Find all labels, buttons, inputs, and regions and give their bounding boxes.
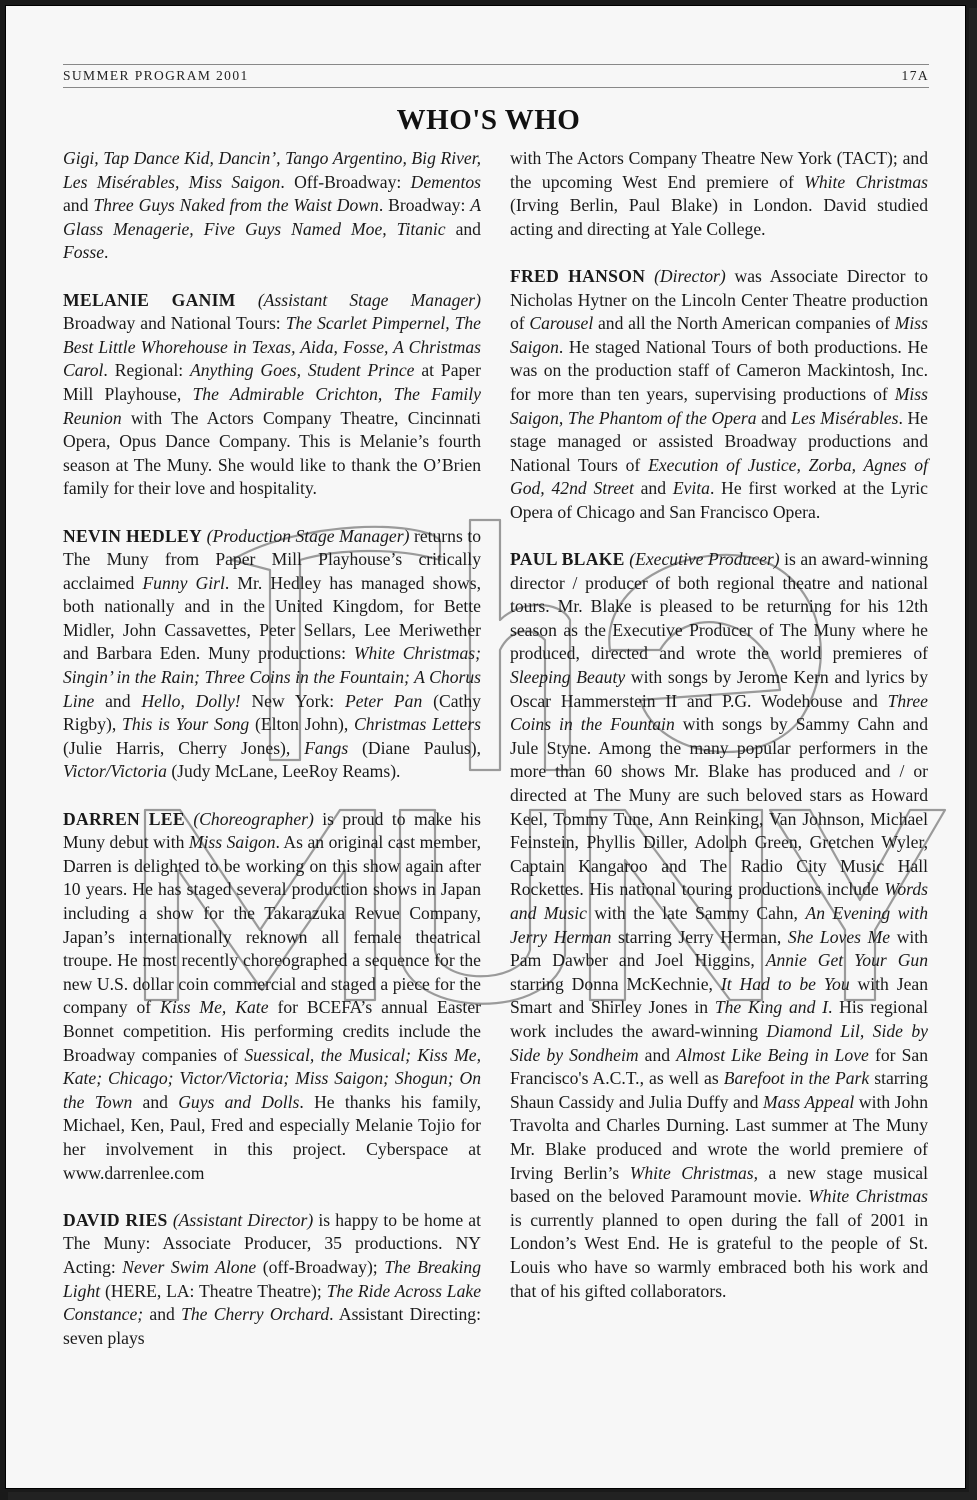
production-title: Carousel (529, 313, 594, 334)
production-title: Anything Goes, Student Prince (190, 360, 415, 381)
bio-entry (510, 147, 928, 241)
bio-text: with John Travolta and Charles Durning. Last summer at The Muny Mr. Blake produced and wrote the world premiere of Irving Berlin’s (510, 1091, 928, 1183)
bio-text: with Jean Smart and Shirley Jones in (510, 973, 928, 1018)
bio-text: a new stage musical based on the beloved Paramount movie. (510, 1162, 929, 1207)
production-title: Fosse (63, 242, 105, 263)
bio-text: for San Francisco's A.C.T., as well as (510, 1044, 928, 1089)
bio-name: PAUL BLAKE (510, 549, 625, 570)
bio-entry (63, 289, 481, 501)
bio-text: with The Actors Company Theatre, Cincinnati Opera, Opus Dance Company. This is Melanie’s fourth season at The Muny. She would like to thank the O’Brien family for their love and hospitality. (63, 407, 481, 499)
bio-text: and (94, 690, 142, 711)
bio-text: . His regional work includes the award-winning (510, 997, 928, 1041)
production-title: Never Swim Alone (122, 1256, 257, 1277)
production-title: It Had to be You (720, 973, 850, 994)
page-number: 17A (901, 68, 929, 83)
production-title: Miss Saigon (510, 313, 928, 357)
bio-text: . Assistant Directing: seven plays (63, 1304, 481, 1348)
running-header (63, 64, 929, 88)
bio-entry (510, 265, 928, 525)
bio-text: . He first worked at the Lyric Opera of Chicago and San Francisco Opera. (510, 478, 928, 522)
bio-text: . He thanks his family, Michael, Ken, Paul, Fred and especially Melanie Tojio for her involvement in this project. Cyberspace at www.darrenlee.com (63, 1091, 482, 1183)
bio-name: MELANIE GANIM (63, 289, 236, 310)
production-title: The Scarlet Pimpernel, The Best Little Whorehouse in Texas, Aida, Fosse, A Christmas Carol (63, 313, 481, 381)
bio-text: . He staged National Tours of both productions. He was on the production staff of Cameron Mackintosh, Inc. for more than ten years, supervising productions of (510, 336, 928, 404)
bio-text: (Judy McLane, LeeRoy Reams). (166, 761, 401, 782)
production-title: Annie Get Your Gun (765, 950, 928, 971)
bio-text: and (633, 478, 673, 499)
production-title: Dementos (410, 171, 482, 192)
production-title: Sleeping Beauty (510, 667, 626, 688)
production-title: Gigi, Tap Dance Kid, Dancin’, Tango Argentino, Big River, Les Misérables, Miss Saigon (63, 148, 481, 192)
production-title: She Loves Me (787, 926, 891, 947)
bio-name: DARREN LEE (63, 808, 185, 829)
bio-name: FRED HANSON (510, 265, 646, 286)
bio-text: . Mr. Hedley has managed shows, both nationally and in the United Kingdom, for Bette Midler, John Cassavettes, Peter Sellars, Lee Meriwether and Barbara Eden. Muny productions: (63, 572, 481, 664)
production-title: Suessical, the Musical; Kiss Me, Kate; Chicago; Victor/Victoria; Miss Saigon; Shogun; On the Town (63, 1044, 481, 1112)
bio-text: (Irving Berlin, Paul Blake) in London. David studied acting and directing at Yale College. (510, 195, 928, 239)
bio-text: and (63, 195, 94, 216)
production-title: This is Your Song (122, 714, 250, 735)
bio-text: at Paper Mill Playhouse, (63, 360, 481, 404)
bio-text: . He stage managed or assisted Broadway productions and National Tours of (510, 407, 928, 475)
bio-text: . (104, 242, 109, 263)
production-title: Miss Saigon, The Phantom of the Opera (510, 383, 928, 428)
production-title: Three Coins in the Fountain (510, 690, 928, 735)
production-title: Les Misérables (791, 407, 899, 428)
production-title: White Christmas, (629, 1162, 759, 1183)
bio-text: with Pam Dawber and Joel Higgins, (510, 926, 928, 971)
bio-text: and (756, 407, 792, 428)
bio-text: is happy to be home at The Muny: Associate Producer, 35 productions. NY Acting: (63, 1209, 481, 1277)
bio-entry (63, 525, 481, 785)
bio-text: and all the North American companies of (593, 313, 895, 334)
bio-text: was Associate Director to Nicholas Hytner on the Lincoln Center Theatre production of (510, 265, 928, 334)
production-title: White Christmas (808, 1186, 928, 1207)
bio-text: starring Jerry Herman, (611, 926, 788, 947)
production-title: Kiss Me, Kate (160, 997, 269, 1018)
bio-text: is currently planned to open during the fall of 2001 in London’s West End. He is grateful to the people of St. Louis who have so warmly embraced both his work and that of his gifted collaborators. (510, 1209, 928, 1301)
bio-text: and (445, 218, 481, 239)
bio-role: (Assistant Director) (172, 1209, 314, 1230)
bio-role: (Production Stage Manager) (206, 525, 410, 546)
bio-text: is an award-winning director / producer of both regional theatre and national tours. Mr. Blake is pleased to be returning for his 12th season as the Executive Producer of The Muny where he produced, directed and wrote the world premieres of (510, 549, 928, 664)
production-title: Mass Appeal (763, 1091, 855, 1112)
production-title: Guys and Dolls (178, 1091, 300, 1112)
production-title: Evita (672, 478, 710, 499)
production-title: Christmas Letters (354, 714, 482, 735)
bio-text: (Elton John), (249, 714, 355, 735)
bio-text: and (132, 1091, 179, 1112)
production-title: White Christmas (804, 171, 928, 192)
bio-text: . As an original cast member, Darren is delighted to be working on this show again after 10 years. He has staged several production shows in Japan including a show for the Takarazuka Revue Company, Japan’s internationally reknown all female theatrical troupe. He most recently choreographed a sequence for the new U.S. dollar coin commercial and staged a piece for the company of (63, 832, 481, 1018)
bio-role: (Choreographer) (193, 808, 314, 829)
bio-text: and (638, 1044, 677, 1065)
production-title: Hello, Dolly! (141, 690, 241, 711)
production-title: Execution of Justice, Zorba, Agnes of God, 42nd Street (510, 454, 928, 499)
production-title: The Admirable Crichton, The Family Reunion (63, 383, 481, 428)
bio-name: DAVID RIES (63, 1209, 168, 1230)
page-title: WHO'S WHO (396, 104, 581, 136)
bio-text: . Regional: (103, 360, 191, 381)
production-title: The Cherry Orchard (181, 1304, 330, 1325)
bio-entry (63, 147, 481, 265)
production-title: The Ride Across Lake Constance; (63, 1280, 482, 1325)
bio-entry (63, 1209, 481, 1351)
bio-role: (Executive Producer) (629, 549, 780, 570)
production-title: Peter Pan (344, 690, 423, 711)
production-title: Funny Girl (142, 572, 225, 593)
production-title: Almost Like Being in Love (676, 1044, 869, 1065)
bio-text: (Julie Harris, Cherry Jones), (63, 737, 305, 758)
bio-text: (HERE, LA: Theatre Theatre); (100, 1280, 327, 1301)
bio-text: for BCEFA’s annual Easter Bonnet competition. His performing credits include the Broadway companies of (63, 997, 481, 1065)
page-shadow-bottom (8, 1492, 977, 1500)
left-column (63, 147, 481, 1374)
bio-text: (off-Broadway); (256, 1256, 385, 1277)
production-title: A Glass Menagerie, Five Guys Named Moe, Titanic (63, 195, 481, 239)
right-column (510, 147, 928, 1327)
page-shadow-right (969, 8, 977, 1500)
bio-text: (Diane Paulus), (348, 737, 481, 758)
production-title: An Evening with Jerry Herman (510, 903, 928, 947)
bio-role: (Assistant Stage Manager) (257, 289, 481, 310)
bio-text: . Broadway: (378, 195, 471, 216)
bio-text: returns to The Muny from Paper Mill Playhouse’s critically acclaimed (63, 525, 481, 593)
bio-text: and (143, 1304, 182, 1325)
bio-text: Broadway and National Tours: (63, 313, 286, 334)
bio-role: (Director) (654, 265, 726, 286)
production-title: Fangs (304, 737, 349, 758)
production-title: Diamond Lil, Side by Side by Sondheim (510, 1020, 928, 1065)
production-title: Barefoot in the Park (723, 1068, 870, 1089)
bio-entry (510, 548, 928, 1303)
bio-text: . Off-Broadway: (280, 171, 411, 192)
production-title: Victor/Victoria (63, 761, 167, 782)
bio-text: (Cathy Rigby), (63, 690, 481, 735)
production-title: The King and I (714, 997, 828, 1018)
production-title: Miss Saigon (188, 832, 276, 853)
bio-entry (63, 808, 481, 1186)
bio-text: is proud to make his Muny debut with (63, 808, 482, 853)
bio-text: with songs by Sammy Cahn and Jule Styne. Among the many popular performers in the more than 60 shows Mr. Blake has produced and / or directed at The Muny are such beloved stars as Howard Keel, Tommy Tune, Ann Reinking, Van Johnson, Michael Feinstein, Phyllis Diller, Adolph Green, Gretchen Wyler, Captain Kangaroo and The Radio City Music Hall Rockettes. His national touring productions include (510, 714, 928, 900)
bio-text: with The Actors Company Theatre New York (TACT); and the upcoming West End premiere of (510, 148, 928, 192)
production-title: White Christmas; Singin’ in the Rain; Three Coins in the Fountain; A Chorus Line (63, 643, 481, 711)
bio-name: NEVIN HEDLEY (63, 525, 203, 546)
bio-text: with the late Sammy Cahn, (586, 903, 806, 923)
bio-text: starring Shaun Cassidy and Julia Duffy and (510, 1068, 928, 1112)
bio-text: starring Donna McKechnie, (510, 973, 721, 994)
running-title: SUMMER PROGRAM 2001 (63, 68, 249, 83)
production-title: The Breaking Light (63, 1256, 481, 1301)
production-title: Words and Music (510, 879, 928, 923)
bio-text: New York: (240, 690, 345, 711)
bio-text: with songs by Jerome Kern and lyrics by Oscar Hammerstein II and P.G. Wodehouse and (510, 667, 928, 711)
production-title: Three Guys Naked from the Waist Down (93, 195, 379, 216)
